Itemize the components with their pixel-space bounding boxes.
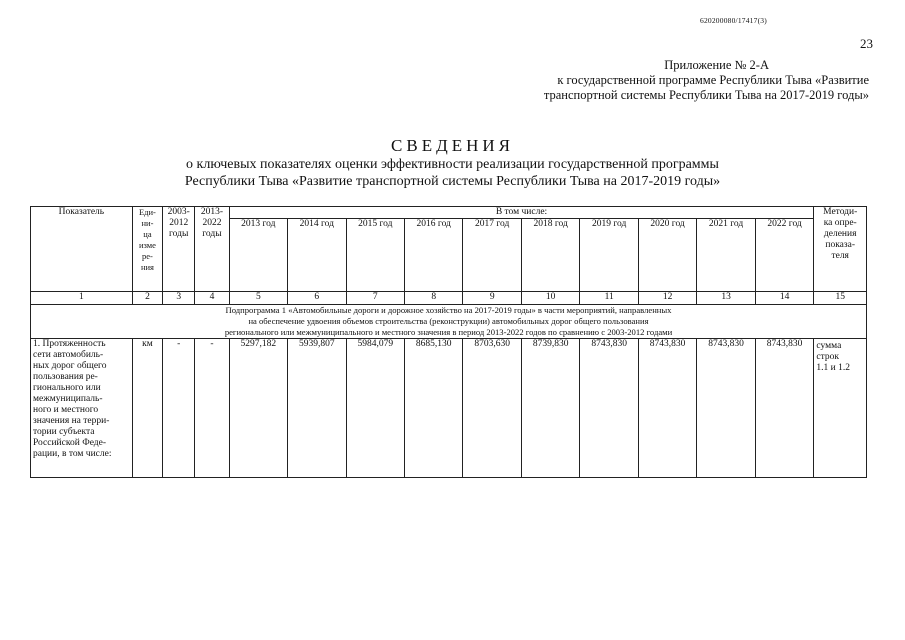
header-year: 2015 год <box>346 219 404 292</box>
header-year: 2014 год <box>288 219 346 292</box>
column-number: 10 <box>521 292 579 305</box>
subprogram-line: на обеспечение удвоения объемов строительства (реконструкции) автомобильных дорог общего пользования <box>248 316 649 326</box>
method-cell: сумма строк 1.1 и 1.2 <box>814 339 867 478</box>
value-cell: 8743,830 <box>755 339 814 478</box>
value-cell: 8743,830 <box>638 339 696 478</box>
value-cell: 5984,079 <box>346 339 404 478</box>
indicator-name: 1. Протяженность сети автомобиль- ных дорог общего пользования ре- гионального или межмуниципаль- ного и местного значения на терри- тории субъекта Российской Феде- рации, в том числе: <box>31 339 133 478</box>
table-row <box>31 339 867 478</box>
header-year: 2022 год <box>755 219 814 292</box>
document-code: 620200080/17417(3) <box>700 16 767 25</box>
column-number: 2 <box>132 292 162 305</box>
value-cell: 8739,830 <box>521 339 579 478</box>
header-year: 2019 год <box>580 219 638 292</box>
column-number: 11 <box>580 292 638 305</box>
header-indicator: Показатель <box>31 207 133 292</box>
period1-cell: - <box>163 339 195 478</box>
column-number: 12 <box>638 292 696 305</box>
column-number: 4 <box>195 292 229 305</box>
subprogram-row <box>31 305 867 339</box>
column-number: 8 <box>405 292 463 305</box>
column-number: 14 <box>755 292 814 305</box>
header-method: Методи- ка опре- деления показа- теля <box>814 207 867 292</box>
header-year: 2020 год <box>638 219 696 292</box>
header-period-2013-2022: 2013- 2022 годы <box>195 207 229 292</box>
title-block <box>0 136 905 190</box>
column-number: 15 <box>814 292 867 305</box>
column-number: 5 <box>229 292 287 305</box>
header-including: В том числе: <box>229 207 814 219</box>
value-cell: 8743,830 <box>580 339 638 478</box>
column-number: 1 <box>31 292 133 305</box>
document-title: СВЕДЕНИЯ <box>391 136 514 155</box>
subprogram-line: Подпрограмма 1 «Автомобильные дороги и дорожное хозяйство на 2017-2019 годы» в части мероприятий, направленных <box>225 305 672 315</box>
header-year: 2013 год <box>229 219 287 292</box>
header-year: 2018 год <box>521 219 579 292</box>
appendix-line: к государственной программе Республики Тыва «Развитие <box>557 73 869 87</box>
column-number: 7 <box>346 292 404 305</box>
header-period-2003-2012: 2003- 2012 годы <box>163 207 195 292</box>
column-number: 9 <box>463 292 521 305</box>
header-row-1 <box>31 207 867 219</box>
value-cell: 5939,807 <box>288 339 346 478</box>
document-subtitle-line: Республики Тыва «Развитие транспортной системы Республики Тыва на 2017-2019 годы» <box>184 174 721 189</box>
column-number: 13 <box>697 292 755 305</box>
column-number: 3 <box>163 292 195 305</box>
value-cell: 8743,830 <box>697 339 755 478</box>
header-unit: Еди- ни- ца изме ре- ния <box>132 207 162 292</box>
period2-cell: - <box>195 339 229 478</box>
document-subtitle-line: о ключевых показателях оценки эффективности реализации государственной программы <box>186 157 719 172</box>
value-cell: 8703,630 <box>463 339 521 478</box>
column-number: 6 <box>288 292 346 305</box>
unit-cell: км <box>132 339 162 478</box>
value-cell: 8685,130 <box>405 339 463 478</box>
value-cell: 5297,182 <box>229 339 287 478</box>
appendix-line: Приложение № 2-А <box>664 58 769 72</box>
indicators-table <box>30 206 867 478</box>
subprogram-heading <box>31 305 867 339</box>
appendix-note <box>429 58 869 103</box>
header-year: 2016 год <box>405 219 463 292</box>
column-numbers-row <box>31 292 867 305</box>
appendix-line: транспортной системы Республики Тыва на 2017-2019 годы» <box>543 88 869 102</box>
page-number: 23 <box>860 36 873 51</box>
header-year: 2017 год <box>463 219 521 292</box>
header-year: 2021 год <box>697 219 755 292</box>
subprogram-line: регионального или межмуниципального и местного значения в период 2013-2022 годов по сравнению с 2003-2012 годами <box>224 327 673 337</box>
